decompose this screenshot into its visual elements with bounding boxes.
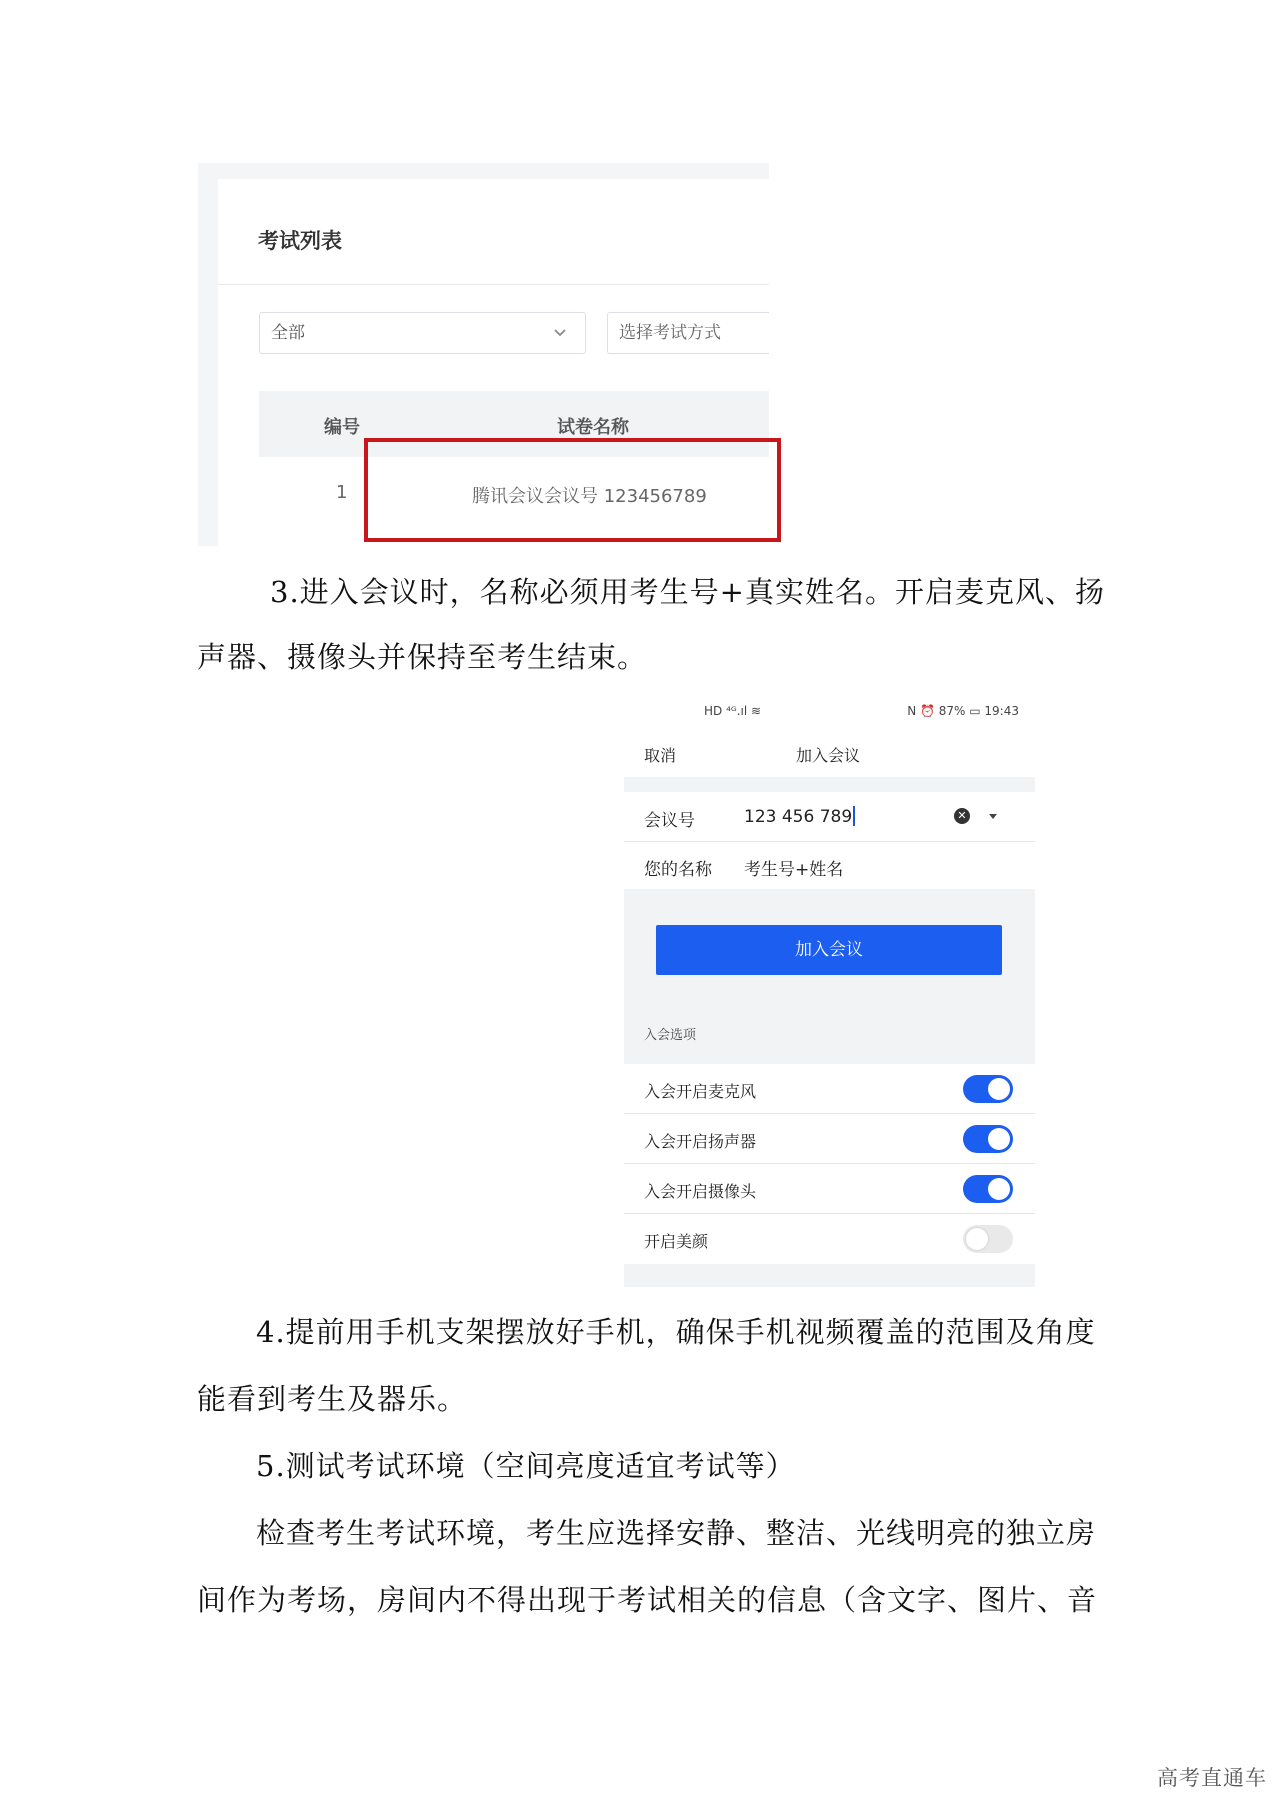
exam-method-select[interactable] <box>607 312 769 354</box>
option-label: 入会开启麦克风 <box>644 1082 757 1101</box>
exam-method-placeholder: 选择考试方式 <box>619 323 721 343</box>
toggle-knob <box>988 1078 1010 1100</box>
row-no: 1 <box>336 482 348 503</box>
option-label: 入会开启摄像头 <box>644 1182 757 1201</box>
nav-bar <box>624 729 1035 777</box>
paragraph-4-line-1: 4.提前用手机支架摆放好手机，确保手机视频覆盖的范围及角度 <box>256 1315 1096 1349</box>
meeting-id-value: 123 456 789 <box>744 807 853 827</box>
toggle-knob <box>988 1128 1010 1150</box>
paragraph-6-line-2: 间作为考场，房间内不得出现于考试相关的信息（含文字、图片、音 <box>197 1583 1098 1617</box>
microphone-toggle[interactable] <box>963 1075 1013 1103</box>
column-header-no: 编号 <box>324 417 360 438</box>
text-caret <box>853 806 855 826</box>
toggle-knob <box>988 1178 1010 1200</box>
highlight-box <box>364 438 781 542</box>
dropdown-icon[interactable] <box>989 814 997 819</box>
toggle-knob <box>966 1228 988 1250</box>
row-paper-name[interactable]: 腾讯会议会议号 123456789 <box>472 486 707 507</box>
paragraph-5-line-1: 5.测试考试环境（空间亮度适宜考试等） <box>256 1449 796 1483</box>
paragraph-3-line-2: 声器、摄像头并保持至考生结束。 <box>197 640 648 674</box>
chevron-down-icon <box>553 326 567 340</box>
page-title: 加入会议 <box>796 746 861 765</box>
beauty-toggle[interactable] <box>963 1225 1013 1253</box>
paragraph-3-line-1: 3.进入会议时，名称必须用考生号+真实姓名。开启麦克风、扬 <box>270 575 1105 609</box>
meeting-id-label: 会议号 <box>644 811 695 831</box>
column-header-paper-name: 试卷名称 <box>557 417 629 438</box>
name-input[interactable]: 考生号+姓名 <box>744 860 844 880</box>
paragraph-6-line-1: 检查考生考试环境，考生应选择安静、整洁、光线明亮的独立房 <box>256 1516 1097 1550</box>
name-label: 您的名称 <box>644 860 712 880</box>
status-bar <box>624 693 1035 729</box>
signal-status: HD ⁴ᴳ.ıl ≋ <box>704 704 762 718</box>
cancel-button[interactable]: 取消 <box>644 746 677 765</box>
option-speaker <box>624 1114 1035 1164</box>
watermark: 高考直通车 <box>1157 1766 1267 1790</box>
option-label: 开启美颜 <box>644 1232 709 1251</box>
join-options-title: 入会选项 <box>644 1028 697 1043</box>
join-form <box>624 792 1035 889</box>
category-select[interactable] <box>259 312 586 354</box>
camera-toggle[interactable] <box>963 1175 1013 1203</box>
option-microphone <box>624 1064 1035 1114</box>
category-select-value: 全部 <box>271 323 305 343</box>
join-meeting-phone-screenshot <box>624 693 1035 1287</box>
divider <box>218 284 769 285</box>
exam-list-title: 考试列表 <box>258 229 342 253</box>
divider <box>624 841 1035 842</box>
meeting-id-input[interactable] <box>744 806 855 827</box>
option-beauty <box>624 1214 1035 1264</box>
clear-icon[interactable]: ✕ <box>954 808 970 824</box>
battery-time-status: N ⏰ 87% ▭ 19:43 <box>907 704 1019 718</box>
option-label: 入会开启扬声器 <box>644 1132 757 1151</box>
join-options-list <box>624 1064 1035 1264</box>
speaker-toggle[interactable] <box>963 1125 1013 1153</box>
paragraph-4-line-2: 能看到考生及器乐。 <box>197 1382 468 1416</box>
option-camera <box>624 1164 1035 1214</box>
join-meeting-button[interactable]: 加入会议 <box>656 925 1002 975</box>
